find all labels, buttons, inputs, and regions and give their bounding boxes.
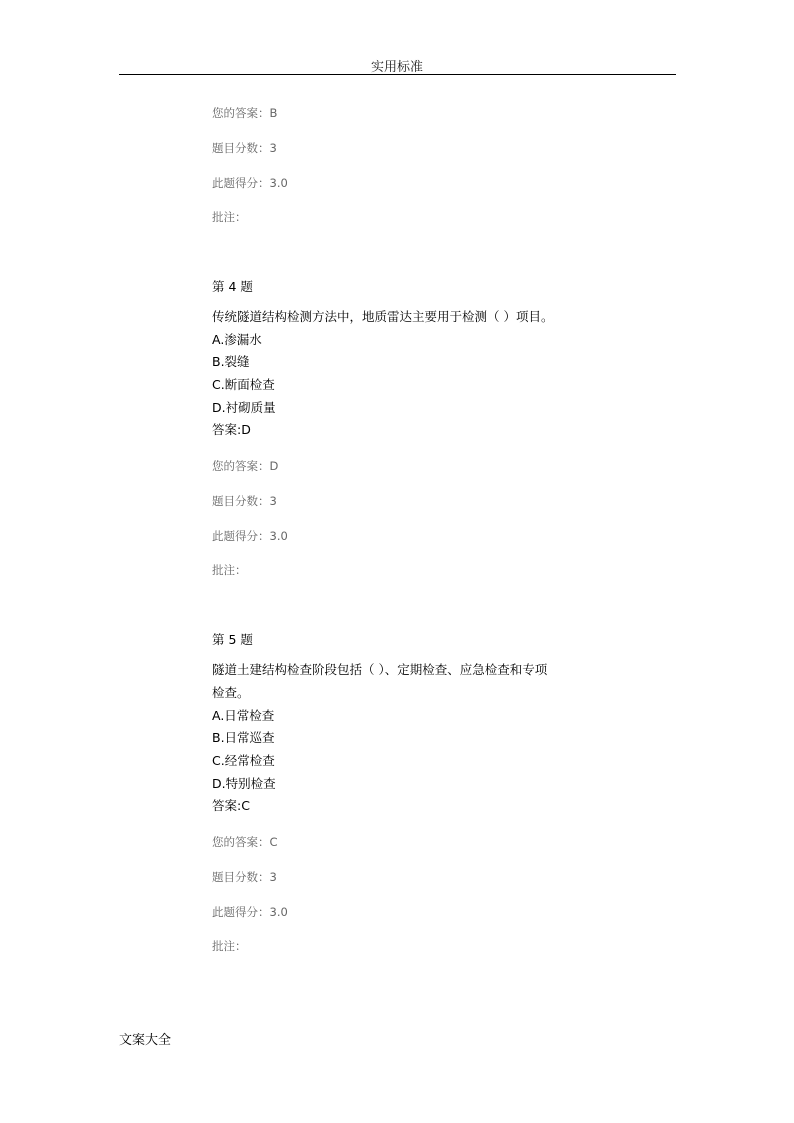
option-b: B.日常巡查 [212, 730, 275, 745]
option-b: B.裂缝 [212, 354, 250, 369]
option-a: A.日常检查 [212, 708, 275, 723]
option-d: D.特别检查 [212, 776, 276, 791]
earned-score: 此题得分：3.0 [212, 529, 288, 543]
question-text-line-2: 检查。 [212, 685, 250, 700]
correct-answer: 答案:D [212, 422, 251, 437]
earned-score: 此题得分：3.0 [212, 176, 288, 190]
footer-label: 文案大全 [119, 1033, 172, 1048]
question-title: 第 4 题 [212, 279, 253, 294]
your-answer: 您的答案：C [212, 835, 278, 849]
option-c: C.经常检查 [212, 753, 275, 768]
comment-label: 批注： [212, 210, 247, 224]
comment-label: 批注： [212, 939, 247, 953]
option-a: A.渗漏水 [212, 332, 262, 347]
comment-label: 批注： [212, 563, 247, 577]
header-divider [119, 74, 676, 75]
option-d: D.衬砌质量 [212, 400, 276, 415]
correct-answer: 答案:C [212, 798, 250, 813]
your-answer: 您的答案：D [212, 459, 279, 473]
option-c: C.断面检查 [212, 377, 275, 392]
question-score: 题目分数：3 [212, 870, 277, 884]
your-answer: 您的答案：B [212, 106, 278, 120]
earned-score: 此题得分：3.0 [212, 905, 288, 919]
question-score: 题目分数：3 [212, 141, 277, 155]
question-title: 第 5 题 [212, 632, 253, 647]
header-title: 实用标准 [370, 60, 423, 75]
question-text: 传统隧道结构检测方法中，地质雷达主要用于检测（ ）项目。 [212, 309, 554, 324]
question-text-line-1: 隧道土建结构检查阶段包括（ ）、定期检查、应急检查和专项 [212, 662, 548, 677]
question-score: 题目分数：3 [212, 494, 277, 508]
